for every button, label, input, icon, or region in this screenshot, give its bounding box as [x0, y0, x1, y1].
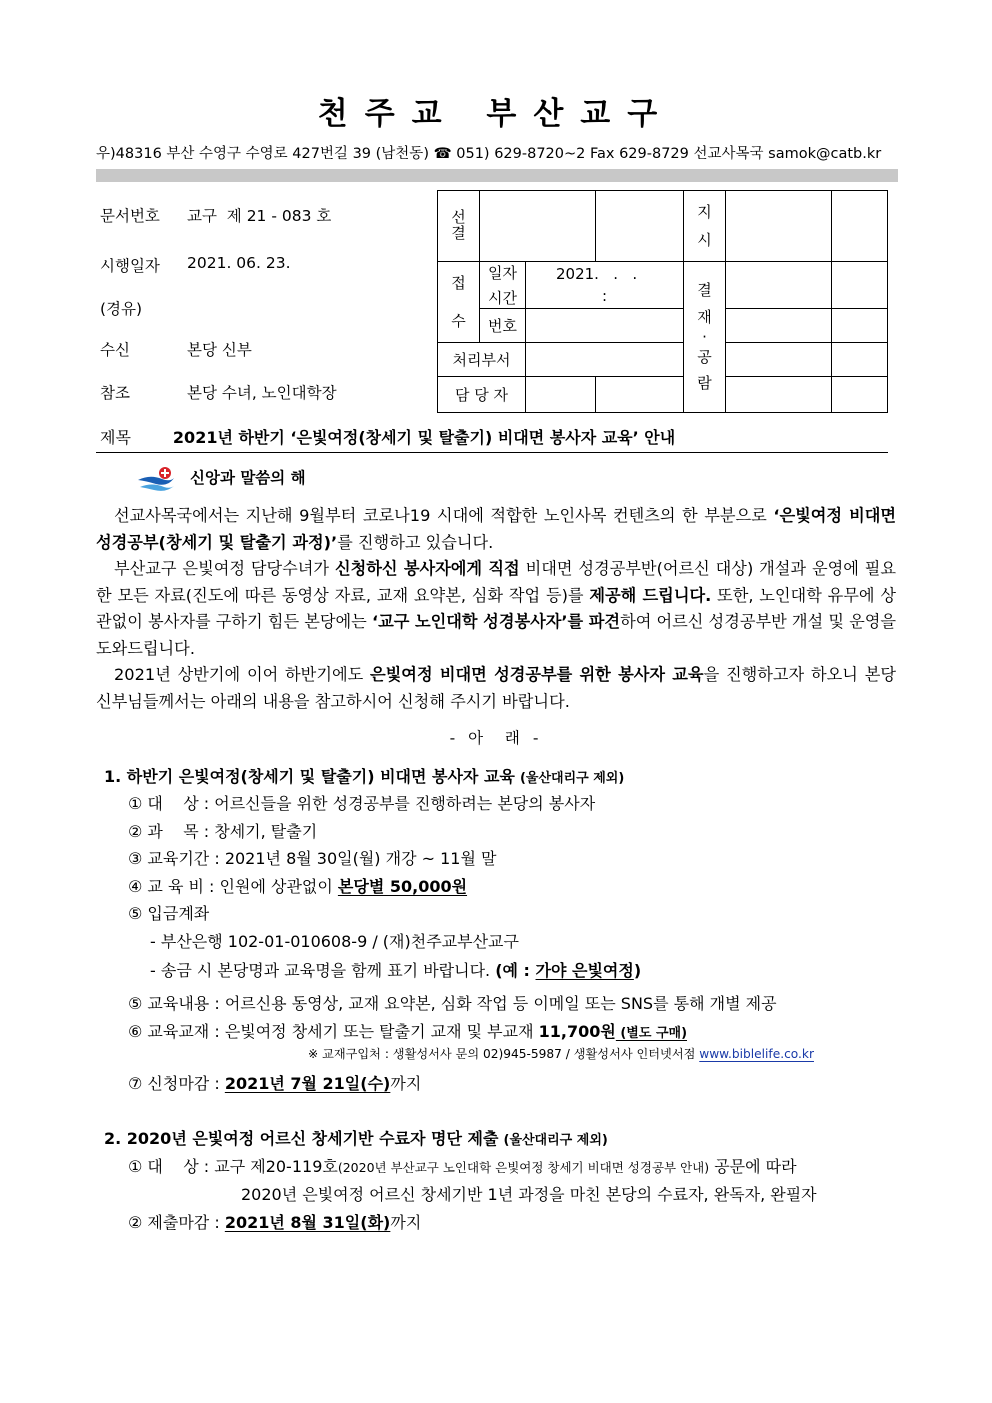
cheoribuseo-value	[526, 343, 684, 377]
ji-si-cell: 지 시	[684, 191, 726, 262]
reference-label: 참조	[100, 384, 130, 402]
item1-textbook: ⑥ 교육교재 : 은빛여정 창세기 또는 탈출기 교재 및 부교재 11,700원 (별도 구매)	[128, 1022, 688, 1041]
jisi-box-2	[832, 191, 888, 262]
seongyeol-box	[480, 191, 596, 262]
recipient-label: 수신	[100, 341, 130, 359]
beonho-value	[526, 309, 684, 343]
item1-subject: ② 과 목 : 창세기, 탈출기	[128, 822, 318, 841]
year-of-faith-logo-icon	[136, 466, 176, 494]
address-line: 우)48316 부산 수영구 수영로 427번길 39 (남천동) ☎ 051) 629-8720~2 Fax 629-8729 선교사목국 samok@catb.kr	[96, 146, 882, 162]
item1-heading: 1. 하반기 은빛여정(창세기 및 탈출기) 비대면 봉사자 교육 (울산대리구 제외)	[104, 767, 625, 786]
gyeoljae-box-7	[726, 377, 832, 413]
item2-target-detail: 2020년 은빛여정 어르신 창세기반 1년 과정을 마친 본당의 수료자, 완독자, 완필자	[241, 1185, 817, 1204]
recipient-value: 본당 신부	[187, 341, 252, 359]
seongyeol-box-2	[596, 191, 684, 262]
gyeoljae-box-3	[726, 309, 832, 343]
damdangja-label: 담 당 자	[438, 377, 526, 413]
jisi-box-1	[726, 191, 832, 262]
doc-number-label: 문서번호	[100, 207, 160, 225]
ahrae-divider: - 아 래 -	[449, 729, 543, 747]
doc-number-value: 교구 제 21 - 083 호	[187, 207, 332, 225]
item1-fee: ④ 교 육 비 : 인원에 상관없이 본당별 50,000원	[128, 877, 468, 896]
subject-divider	[96, 452, 888, 453]
item1-content: ⑤ 교육내용 : 어르신용 동영상, 교재 요약본, 심화 작업 등 이메일 또는 SNS를 통해 개별 제공	[128, 994, 777, 1013]
page-title: 천주교 부산교구	[317, 96, 675, 132]
item1-target: ① 대 상 : 어르신들을 위한 성경공부를 진행하려는 본당의 봉사자	[128, 794, 596, 813]
damdangja-value-2	[596, 377, 684, 413]
subject-label: 제목	[100, 428, 131, 447]
via-label: (경유)	[100, 300, 143, 318]
gyeoljae-box-8	[832, 377, 888, 413]
seongyeol-cell: 선결	[438, 191, 480, 262]
item2-heading: 2. 2020년 은빛여정 어르신 창세기반 수료자 명단 제출 (울산대리구 제외)	[104, 1129, 608, 1148]
section-title: 신앙과 말씀의 해	[190, 469, 306, 487]
paragraph-2: 부산교구 은빛여정 담당수녀가 신청하신 봉사자에게 직접 비대면 성경공부반(어르신 대상) 개설과 운영에 필요한 모든 자료(진도에 따른 동영상 자료, 교재 요약본, 심화 작업 등)를 제공해 드립니다. 또한, 노인대학 유무에 상관없이 봉사자를 구하기 힘든 본당에는 ‘교구 노인대학 성경봉사자’를 파견하여 어르신 성경공부반 개설 및 운영을 도와드립니다.	[96, 559, 897, 658]
date-label: 시행일자	[100, 257, 160, 275]
approval-table	[437, 190, 888, 413]
date-value: 2021. 06. 23.	[187, 254, 291, 272]
body-paragraphs	[96, 503, 896, 715]
gyeoljae-box-5	[726, 343, 832, 377]
item1-account-number: - 부산은행 102-01-010608-9 / (재)천주교부산교구	[150, 932, 519, 951]
gyeoljae-cell: 결 재 · 공 람	[684, 262, 726, 413]
ilja-sigan-value: 2021. . . :	[526, 262, 684, 309]
reference-value: 본당 수녀, 노인대학장	[187, 384, 337, 402]
jeopsu-cell: 접 수	[438, 262, 480, 343]
item1-account-label: ⑤ 입금계좌	[128, 904, 210, 923]
item1-purchase-note: ※ 교재구입처 : 생활성서사 문의 02)945-5987 / 생활성서사 인터넷서점 www.biblelife.co.kr	[308, 1047, 814, 1061]
gyeoljae-box-6	[832, 343, 888, 377]
damdangja-value-1	[526, 377, 596, 413]
paragraph-1: 선교사목국에서는 지난해 9월부터 코로나19 시대에 적합한 노인사목 컨텐츠의 한 부분으로 ‘은빛여정 비대면 성경공부(창세기 및 탈출기 과정)’를 진행하고 있습니다.	[96, 506, 896, 552]
item1-period: ③ 교육기간 : 2021년 8월 30일(월) 개강 ~ 11월 말	[128, 849, 497, 868]
item1-transfer-note: - 송금 시 본당명과 교육명을 함께 표기 바랍니다. (예 : 가야 은빛여정)	[150, 961, 642, 980]
subject-value: 2021년 하반기 ‘은빛여정(창세기 및 탈출기) 비대면 봉사자 교육’ 안내	[172, 428, 676, 447]
item2-target: ① 대 상 : 교구 제20-119호(2020년 부산교구 노인대학 은빛여정 창세기 비대면 성경공부 안내) 공문에 따라	[128, 1157, 797, 1176]
beonho-label: 번호	[480, 309, 526, 343]
biblelife-link[interactable]: www.biblelife.co.kr	[699, 1047, 814, 1061]
cheoribuseo-label: 처리부서	[438, 343, 526, 377]
gyeoljae-box-2	[832, 262, 888, 309]
header-divider	[96, 169, 898, 182]
paragraph-3: 2021년 상반기에 이어 하반기에도 은빛여정 비대면 성경공부를 위한 봉사자 교육을 진행하고자 하오니 본당 신부님들께서는 아래의 내용을 참고하시어 신청해 주시기 바랍니다.	[96, 665, 896, 711]
item2-deadline: ② 제출마감 : 2021년 8월 31일(화)까지	[128, 1213, 422, 1232]
item1-deadline: ⑦ 신청마감 : 2021년 7월 21일(수)까지	[128, 1074, 422, 1093]
ilja-sigan-label: 일자 시간	[480, 262, 526, 309]
gyeoljae-box-1	[726, 262, 832, 309]
gyeoljae-box-4	[832, 309, 888, 343]
subject-line	[100, 425, 675, 448]
